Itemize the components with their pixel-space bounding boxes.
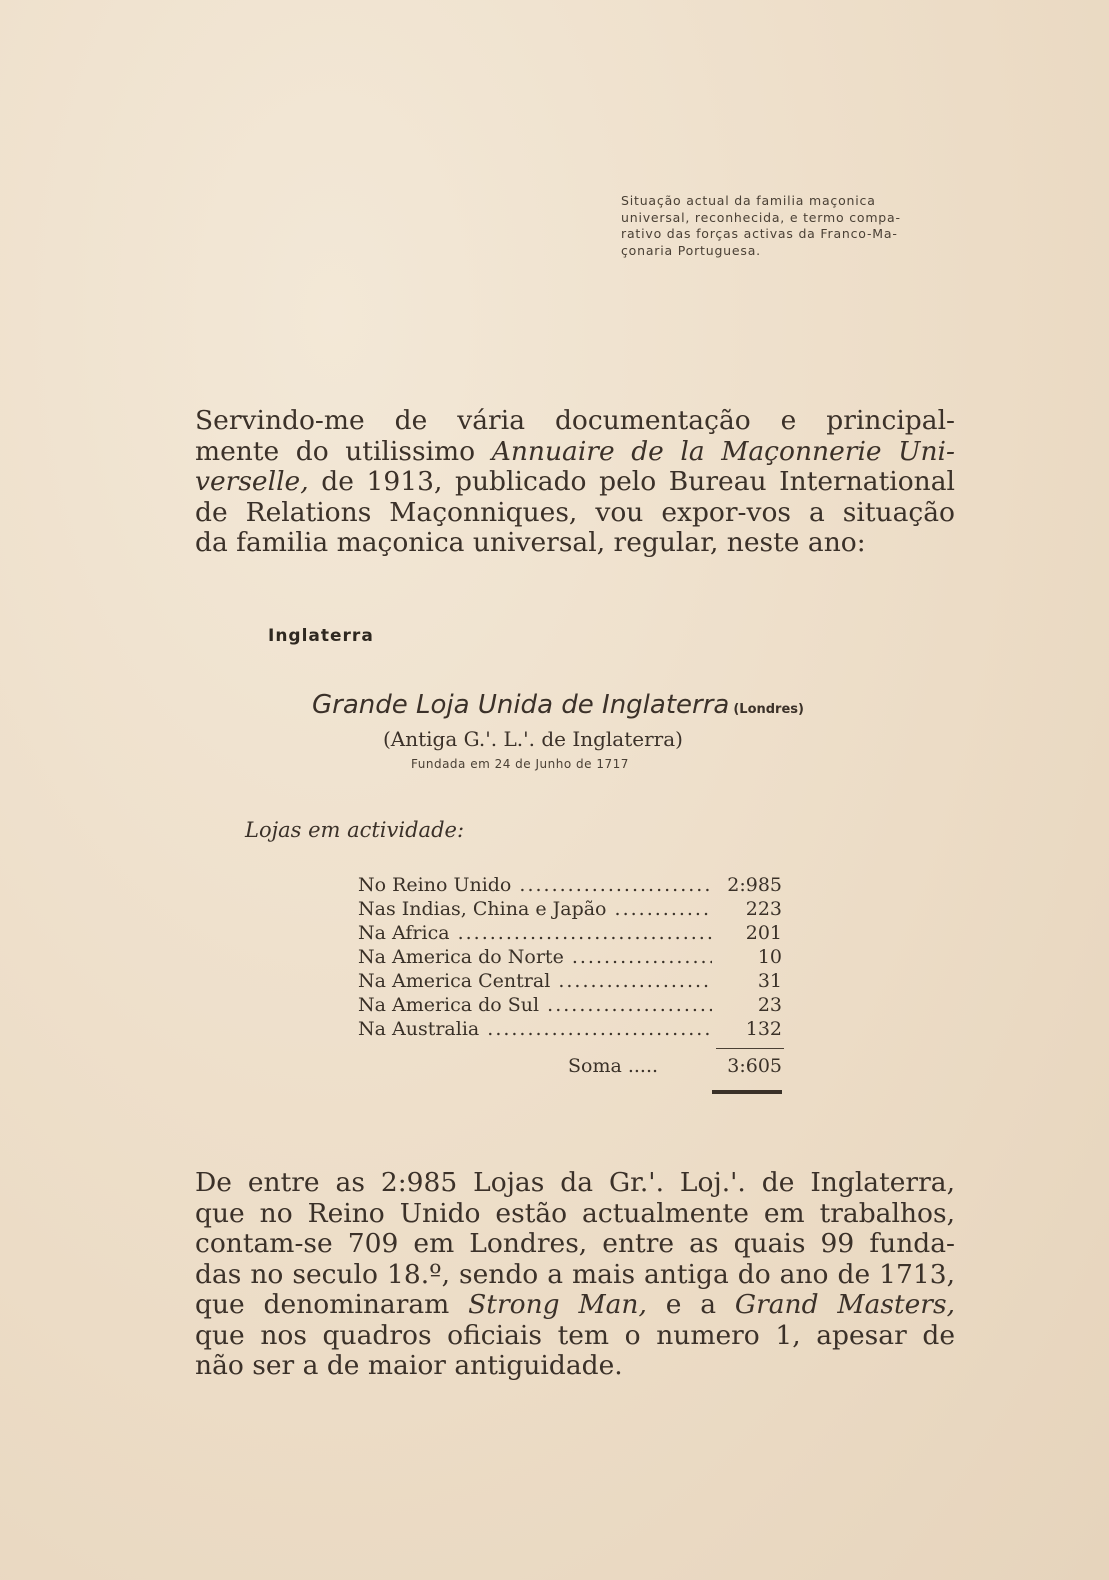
intro-line: Servindo-me de vária documentação e principal- <box>195 405 955 436</box>
closing-text: e a <box>646 1289 735 1320</box>
org-name <box>312 690 804 720</box>
intro-line: de Relations Maçonniques, vou expor-vos a situação <box>195 496 955 528</box>
lodge-name-strong-man: Strong Man, <box>468 1289 647 1320</box>
lojas-heading: Lojas em actividade: <box>245 818 465 842</box>
row-label: Na America do Norte ..... <box>358 945 712 969</box>
intro-line: da familia maçonica universal, regular, neste ano: <box>195 527 866 558</box>
closing-text: que denominaram <box>195 1289 469 1320</box>
row-label: Na Australia ..... <box>358 1017 712 1041</box>
epigraph-line: Situação actual da familia maçonica <box>621 193 876 208</box>
annuaire-title-end: verselle, <box>195 466 309 497</box>
closing-line <box>195 1290 955 1321</box>
row-value: 23 <box>757 994 782 1016</box>
row-label: Na America do Sul ..... <box>358 993 712 1017</box>
intro-line <box>195 437 955 468</box>
total-value: 3:605 <box>727 1055 782 1077</box>
lodges-row <box>358 945 788 969</box>
org-old-name: (Antiga G.'. L.'. de Inglaterra) <box>383 727 683 751</box>
row-label: Nas Indias, China e Japão ..... <box>358 897 712 921</box>
lodges-row <box>358 873 788 897</box>
closing-line: não ser a de maior antiguidade. <box>195 1350 623 1381</box>
lodge-name-grand-masters: Grand Masters, <box>734 1289 955 1320</box>
closing-paragraph <box>195 1168 955 1382</box>
row-value: 2:985 <box>727 874 782 896</box>
epigraph-line: rativo das forças activas da Franco-Ma- <box>621 226 898 241</box>
lodges-row <box>358 897 788 921</box>
intro-text: mente do utilissimo <box>195 435 492 467</box>
intro-paragraph <box>195 406 955 559</box>
total-label: Soma ..... <box>568 1055 659 1077</box>
closing-line: que no Reino Unido estão actualmente em trabalhos, <box>195 1197 955 1229</box>
lodges-row <box>358 921 788 945</box>
lodges-row <box>358 1017 788 1041</box>
epigraph-line: universal, reconhecida, e termo compa- <box>621 209 901 225</box>
closing-line: que nos quadros oficiais tem o numero 1, apesar de <box>195 1319 955 1351</box>
row-value: 31 <box>757 970 782 992</box>
lodges-total <box>568 1055 788 1077</box>
row-value: 132 <box>745 1018 782 1040</box>
row-value: 223 <box>745 898 782 920</box>
lodges-table <box>358 873 788 1041</box>
row-label: No Reino Unido ..... <box>358 873 712 897</box>
sum-rule <box>716 1048 784 1049</box>
total-rule <box>712 1090 782 1094</box>
row-value: 201 <box>745 922 782 944</box>
row-label: Na Africa ..... <box>358 921 712 945</box>
epigraph <box>621 193 931 259</box>
annuaire-title: Annuaire de la Maçonnerie Uni- <box>491 435 955 467</box>
lodges-row <box>358 969 788 993</box>
org-founded: Fundada em 24 de Junho de 1717 <box>411 757 629 771</box>
intro-text: de 1913, publicado pelo Bureau International <box>308 466 955 497</box>
closing-line: contam-se 709 em Londres, entre as quais 99 funda- <box>195 1228 955 1259</box>
lodges-row <box>358 993 788 1017</box>
intro-line <box>195 467 955 498</box>
closing-line: das no seculo 18.º, sendo a mais antiga do ano de 1713, <box>195 1258 955 1290</box>
section-title: Inglaterra <box>268 626 374 646</box>
epigraph-line: çonaria Portuguesa. <box>621 242 761 258</box>
row-label: Na America Central ..... <box>358 969 712 993</box>
closing-line: De entre as 2:985 Lojas da Gr.'. Loj.'. de Inglaterra, <box>195 1167 955 1198</box>
row-value: 10 <box>757 946 782 968</box>
org-city: (Londres) <box>733 702 804 717</box>
org-name-text: Grande Loja Unida de Inglaterra <box>312 690 730 720</box>
